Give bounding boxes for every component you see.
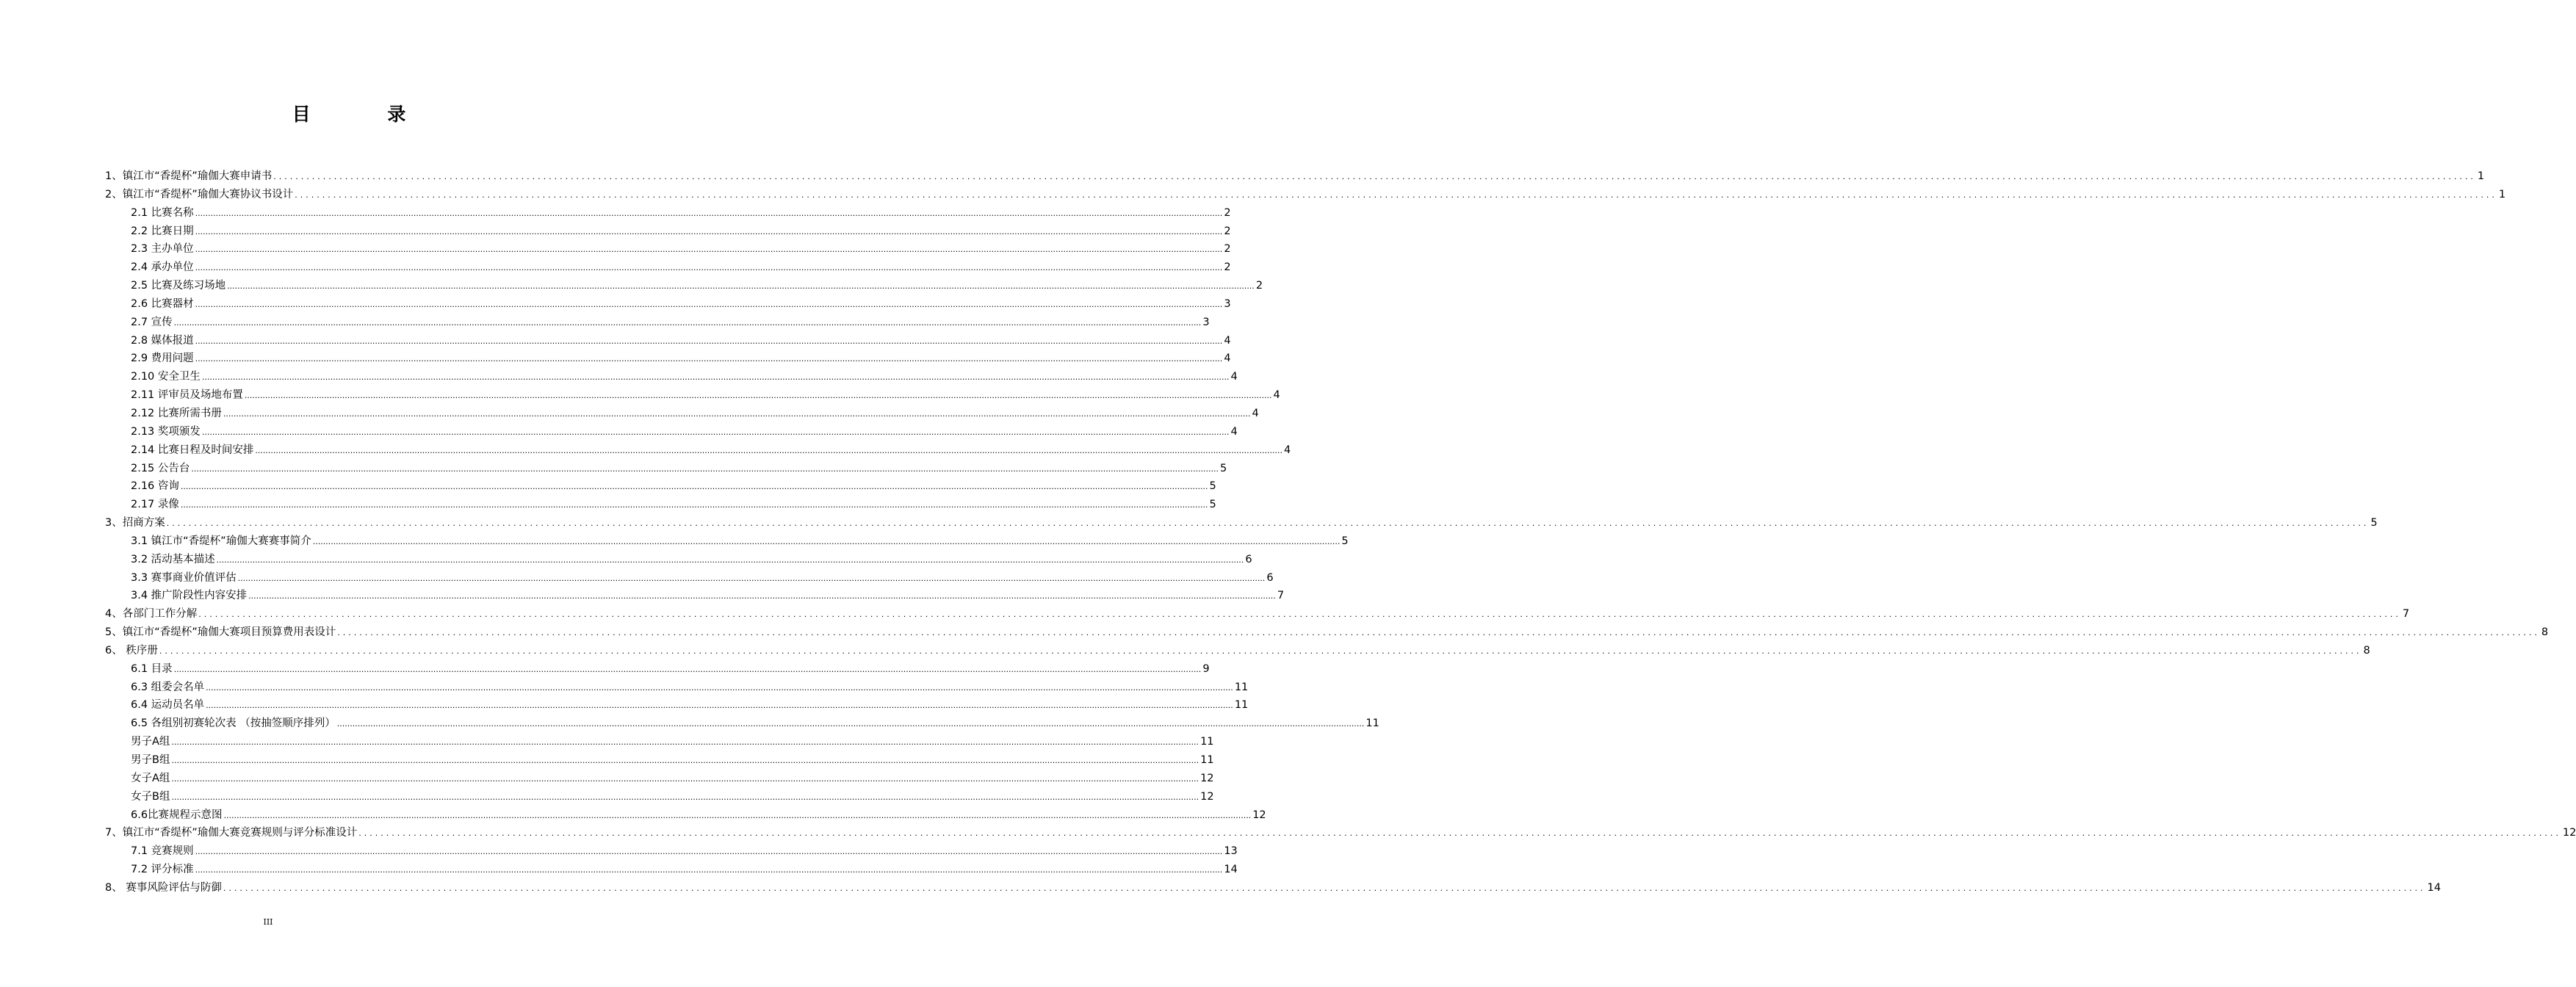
toc-leader-dots: ................................................................................................................................................................................................................................................................................................................................................................................................................	[195, 208, 1223, 218]
toc-entry-page: 2	[1224, 206, 1231, 219]
toc-entry-label: 6.5 各组别初赛轮次表 （按抽签顺序排列）	[131, 717, 336, 730]
toc-leader-dots: ................................................................................................................................................................................................................................................................................................................................................................................................................	[244, 391, 1272, 401]
toc-leader-dots: ................................................................................................................................................................................................................................................................................................................................................................................................................	[180, 482, 1208, 492]
toc-entry-label: 2.1 比赛名称	[131, 206, 194, 219]
toc-entry-page: 2	[1224, 225, 1231, 237]
toc-entry-label: 5、镇江市“香缇杯”瑜伽大赛项目预算费用表设计	[105, 626, 336, 639]
toc-leader-dots: ................................................................................................................................................................................................................................................................................................................................................................................................................	[195, 245, 1223, 255]
toc-entry[interactable]	[105, 824, 2576, 842]
toc-leader-dots: ................................................................................................................................................................................................................................................................................................................................................................................................................	[223, 883, 2426, 893]
toc-entry-page: 4	[1224, 334, 1231, 347]
toc-leader-dots: ................................................................................................................................................................................................................................................................................................................................................................................................................	[201, 427, 1230, 437]
toc-entry-page: 4	[1224, 352, 1231, 365]
toc-entry-page: 1	[2498, 188, 2506, 200]
toc-entry-label: 2.11 评审员及场地布置	[131, 389, 243, 402]
toc-leader-dots: ................................................................................................................................................................................................................................................................................................................................................................................................................	[171, 792, 1199, 802]
toc-leader-dots: ................................................................................................................................................................................................................................................................................................................................................................................................................	[336, 719, 1365, 729]
toc-entry-page: 13	[1224, 845, 1238, 858]
toc-leader-dots: ................................................................................................................................................................................................................................................................................................................................................................................................................	[227, 281, 1255, 292]
toc-entry[interactable]	[105, 167, 2485, 186]
toc-leader-dots: ................................................................................................................................................................................................................................................................................................................................................................................................................	[195, 299, 1223, 309]
toc-entry-label: 2.14 比赛日程及时间安排	[131, 444, 254, 456]
toc-entry-page: 11	[1234, 699, 1249, 712]
toc-entry-page: 3	[1224, 297, 1231, 310]
toc-entry[interactable]	[105, 223, 1231, 241]
toc-entry-label: 2.13 奖项颁发	[131, 425, 201, 438]
toc-entry-label: 2.17 录像	[131, 499, 179, 511]
toc-leader-dots: ................................................................................................................................................................................................................................................................................................................................................................................................................	[295, 189, 2497, 200]
toc-entry[interactable]	[105, 679, 1249, 697]
toc-entry[interactable]	[105, 806, 1266, 825]
toc-entry-page: 9	[1202, 662, 1210, 675]
toc-leader-dots: ................................................................................................................................................................................................................................................................................................................................................................................................................	[171, 737, 1199, 748]
toc-entry-page: 11	[1365, 717, 1379, 730]
toc-entry-label: 6.3 组委会名单	[131, 681, 205, 693]
toc-entry[interactable]	[105, 496, 1216, 514]
toc-entry-label: 2.15 公告台	[131, 462, 190, 474]
toc-entry[interactable]	[105, 842, 1238, 861]
toc-entry-label: 3.4 推广阶段性内容安排	[131, 590, 248, 602]
toc-leader-dots: ................................................................................................................................................................................................................................................................................................................................................................................................................	[255, 445, 1283, 455]
toc-entry-label: 2.6 比赛器材	[131, 297, 194, 310]
toc-entry-page: 4	[1230, 425, 1238, 438]
toc-entry[interactable]	[105, 660, 1210, 679]
toc-entry-label: 2.4 承办单位	[131, 261, 194, 274]
toc-leader-dots: ................................................................................................................................................................................................................................................................................................................................................................................................................	[201, 372, 1230, 383]
toc-entry[interactable]	[105, 405, 1259, 423]
toc-entry[interactable]	[105, 477, 1216, 496]
toc-entry-label: 7.1 竞赛规则	[131, 845, 194, 858]
toc-entry-label: 男子A组	[131, 736, 170, 748]
toc-entry-page: 11	[1200, 736, 1214, 748]
toc-entry[interactable]	[105, 861, 1238, 879]
toc-entry-page: 12	[2562, 827, 2576, 839]
toc-entry-label: 2.7 宣传	[131, 316, 173, 328]
toc-entry[interactable]	[105, 879, 2441, 897]
toc-leader-dots: ................................................................................................................................................................................................................................................................................................................................................................................................................	[216, 554, 1244, 565]
toc-entry-label: 2.9 费用问题	[131, 352, 194, 365]
toc-entry-label: 3.2 活动基本描述	[131, 553, 215, 565]
toc-entry-page: 5	[2370, 517, 2378, 529]
table-of-contents	[105, 167, 2576, 897]
toc-entry[interactable]	[105, 332, 1231, 350]
toc-entry-page: 12	[1252, 809, 1266, 821]
toc-leader-dots: ................................................................................................................................................................................................................................................................................................................................................................................................................	[195, 336, 1223, 346]
toc-entry-label: 2.10 安全卫生	[131, 371, 201, 383]
toc-entry-label: 2.8 媒体报道	[131, 334, 194, 347]
toc-entry[interactable]	[105, 314, 1210, 332]
toc-entry[interactable]	[105, 295, 1231, 314]
toc-entry[interactable]	[105, 423, 1238, 441]
toc-entry[interactable]	[105, 642, 2370, 660]
toc-entry-page: 4	[1284, 444, 1291, 456]
toc-entry-page: 11	[1234, 681, 1249, 693]
toc-entry-label: 男子B组	[131, 754, 170, 766]
toc-entry-label: 女子B组	[131, 790, 170, 803]
toc-entry-page: 14	[2427, 881, 2441, 894]
toc-entry-page: 4	[1273, 389, 1280, 402]
toc-entry-label: 女子A组	[131, 772, 170, 784]
toc-entry[interactable]	[105, 386, 1280, 405]
toc-leader-dots: ................................................................................................................................................................................................................................................................................................................................................................................................................	[206, 701, 1233, 711]
toc-entry-label: 2、镇江市“香缇杯”瑜伽大赛协议书设计	[105, 188, 294, 200]
toc-entry[interactable]	[105, 277, 1263, 295]
toc-entry[interactable]	[105, 514, 2378, 532]
toc-entry[interactable]	[105, 587, 1285, 605]
toc-entry[interactable]	[105, 441, 1291, 460]
toc-entry[interactable]	[105, 623, 2549, 642]
toc-entry-label: 2.16 咨询	[131, 480, 179, 493]
toc-entry-page: 6	[1245, 553, 1252, 565]
toc-entry-label: 7、镇江市“香缇杯”瑜伽大赛竞赛规则与评分标准设计	[105, 827, 358, 839]
toc-entry-label: 3.1 镇江市“香缇杯”瑜伽大赛赛事简介	[131, 535, 311, 547]
toc-leader-dots: ................................................................................................................................................................................................................................................................................................................................................................................................................	[206, 682, 1233, 693]
toc-leader-dots: ................................................................................................................................................................................................................................................................................................................................................................................................................	[273, 172, 2476, 181]
toc-entry-page: 5	[1220, 462, 1227, 474]
page-number-footer: III	[263, 917, 273, 927]
toc-leader-dots: ................................................................................................................................................................................................................................................................................................................................................................................................................	[223, 408, 1251, 419]
toc-entry-label: 2.12 比赛所需书册	[131, 407, 222, 419]
toc-entry-label: 8、 赛事风险评估与防御	[105, 881, 222, 894]
toc-entry[interactable]	[105, 715, 1379, 733]
toc-leader-dots: ................................................................................................................................................................................................................................................................................................................................................................................................................	[237, 573, 1266, 583]
toc-entry[interactable]	[105, 788, 1214, 806]
toc-entry[interactable]	[105, 733, 1214, 751]
toc-leader-dots: ................................................................................................................................................................................................................................................................................................................................................................................................................	[173, 664, 1202, 674]
toc-entry-page: 2	[1224, 243, 1231, 256]
toc-entry-page: 2	[1224, 261, 1231, 274]
toc-entry-page: 2	[1255, 280, 1263, 292]
toc-entry-label: 6、 秩序册	[105, 644, 158, 657]
toc-leader-dots: ................................................................................................................................................................................................................................................................................................................................................................................................................	[248, 591, 1276, 601]
toc-entry[interactable]	[105, 751, 1214, 770]
toc-entry-label: 6.4 运动员名单	[131, 699, 205, 712]
toc-entry-label: 7.2 评分标准	[131, 864, 194, 876]
toc-entry-page: 11	[1200, 754, 1214, 766]
page-title: 目 录	[292, 104, 441, 125]
toc-entry[interactable]	[105, 770, 1214, 788]
toc-leader-dots: ................................................................................................................................................................................................................................................................................................................................................................................................................	[195, 226, 1223, 236]
toc-entry[interactable]	[105, 532, 1349, 551]
toc-entry-label: 6.6比赛规程示意图	[131, 809, 223, 821]
toc-entry-page: 4	[1252, 407, 1259, 419]
toc-leader-dots: ................................................................................................................................................................................................................................................................................................................................................................................................................	[195, 847, 1223, 857]
toc-entry-label: 2.3 主办单位	[131, 243, 194, 256]
toc-entry-page: 5	[1209, 480, 1216, 493]
toc-entry[interactable]	[105, 551, 1252, 569]
toc-leader-dots: ................................................................................................................................................................................................................................................................................................................................................................................................................	[195, 354, 1223, 364]
toc-leader-dots: ................................................................................................................................................................................................................................................................................................................................................................................................................	[173, 317, 1202, 328]
toc-leader-dots: ................................................................................................................................................................................................................................................................................................................................................................................................................	[159, 646, 2362, 656]
toc-leader-dots: ................................................................................................................................................................................................................................................................................................................................................................................................................	[337, 628, 2540, 638]
toc-leader-dots: ................................................................................................................................................................................................................................................................................................................................................................................................................	[198, 610, 2401, 620]
toc-entry[interactable]	[105, 186, 2506, 204]
toc-leader-dots: ................................................................................................................................................................................................................................................................................................................................................................................................................	[312, 536, 1341, 546]
toc-leader-dots: ................................................................................................................................................................................................................................................................................................................................................................................................................	[171, 756, 1199, 765]
toc-entry-label: 2.5 比赛及练习场地	[131, 280, 226, 292]
toc-entry[interactable]	[105, 350, 1231, 368]
toc-entry-label: 1、镇江市“香缇杯”瑜伽大赛申请书	[105, 170, 273, 182]
toc-entry[interactable]	[105, 696, 1249, 715]
toc-entry-page: 8	[2363, 644, 2370, 657]
toc-leader-dots: ................................................................................................................................................................................................................................................................................................................................................................................................................	[195, 263, 1223, 273]
toc-entry-label: 3.3 赛事商业价值评估	[131, 571, 237, 584]
toc-entry[interactable]	[105, 605, 2410, 623]
toc-leader-dots: ................................................................................................................................................................................................................................................................................................................................................................................................................	[358, 828, 2561, 839]
toc-entry-label: 3、招商方案	[105, 517, 165, 529]
toc-leader-dots: ................................................................................................................................................................................................................................................................................................................................................................................................................	[223, 810, 1252, 820]
toc-entry-page: 3	[1202, 316, 1210, 328]
toc-entry-label: 4、各部门工作分解	[105, 608, 198, 621]
toc-leader-dots: ................................................................................................................................................................................................................................................................................................................................................................................................................	[195, 865, 1223, 875]
toc-entry[interactable]	[105, 460, 1227, 478]
toc-entry-page: 8	[2541, 626, 2549, 639]
toc-leader-dots: ................................................................................................................................................................................................................................................................................................................................................................................................................	[180, 500, 1208, 510]
toc-entry-page: 4	[1230, 371, 1238, 383]
toc-leader-dots: ................................................................................................................................................................................................................................................................................................................................................................................................................	[166, 518, 2370, 529]
toc-entry-label: 2.2 比赛日期	[131, 225, 194, 237]
toc-entry[interactable]	[105, 368, 1238, 386]
toc-entry-page: 6	[1266, 571, 1274, 584]
toc-leader-dots: ................................................................................................................................................................................................................................................................................................................................................................................................................	[171, 773, 1199, 784]
toc-entry-page: 5	[1209, 499, 1216, 511]
toc-entry-page: 12	[1200, 790, 1214, 803]
toc-entry[interactable]	[105, 204, 1231, 223]
toc-leader-dots: ................................................................................................................................................................................................................................................................................................................................................................................................................	[191, 463, 1219, 474]
toc-entry-page: 5	[1341, 535, 1349, 547]
toc-entry-page: 7	[2402, 608, 2410, 621]
toc-entry-page: 1	[2477, 170, 2485, 182]
toc-entry[interactable]	[105, 569, 1274, 588]
toc-entry-page: 7	[1277, 590, 1285, 602]
toc-entry-page: 14	[1224, 864, 1238, 876]
toc-entry-page: 12	[1200, 772, 1214, 784]
toc-entry-label: 6.1 目录	[131, 662, 173, 675]
toc-entry[interactable]	[105, 258, 1231, 277]
toc-entry[interactable]	[105, 240, 1231, 258]
